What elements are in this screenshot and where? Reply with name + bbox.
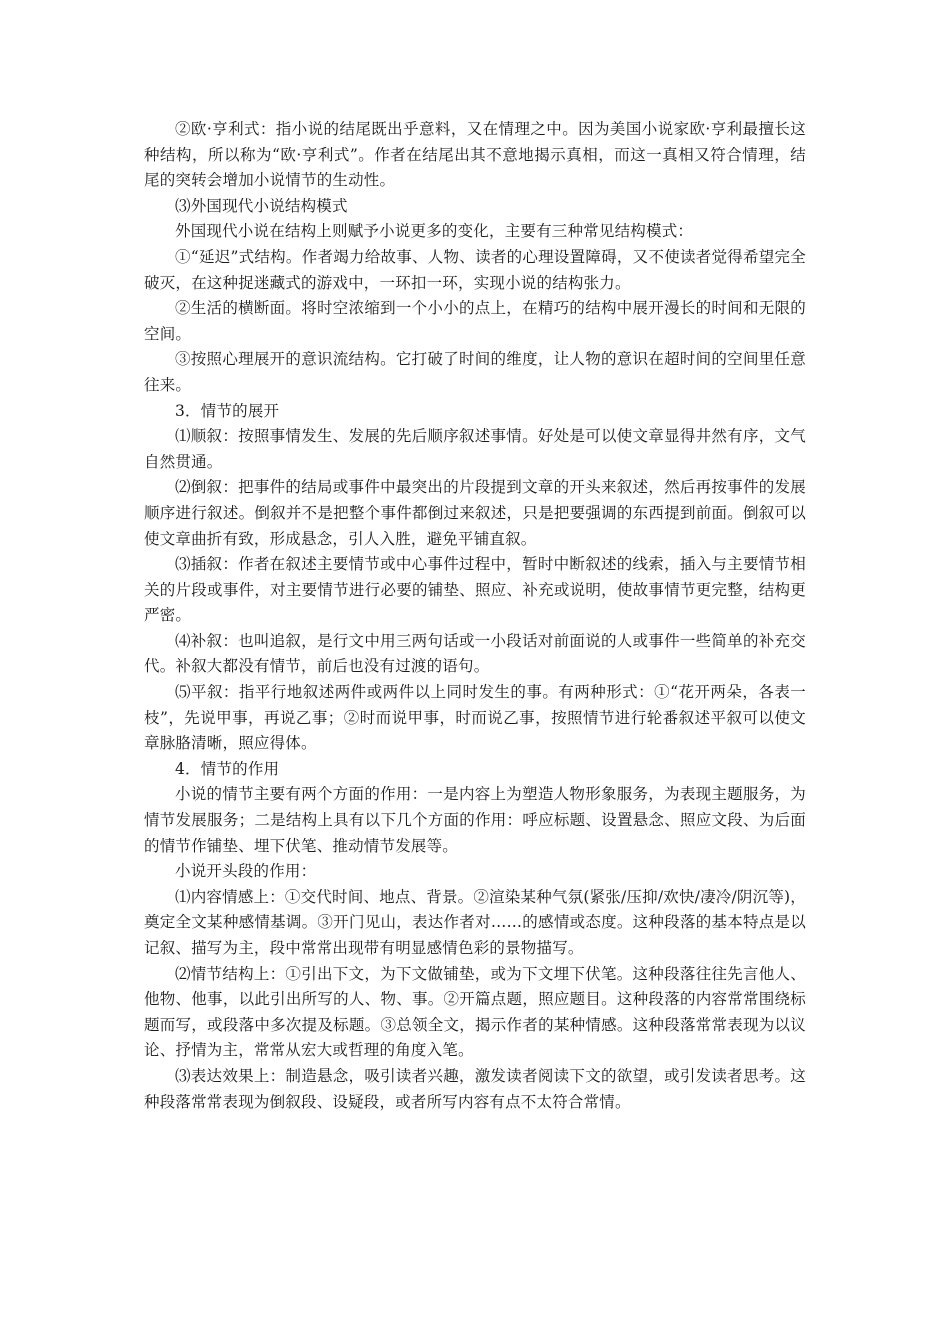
- paragraph-flashback: ⑵倒叙：把事件的结局或事件中最突出的片段提到文章的开头来叙述，然后再按事件的发展顺序进行叙述。倒叙并不是把整个事件都倒过来叙述，只是把要强调的东西提到前面。倒叙可以使文章曲折有致，形成悬念，引人入胜，避免平铺直叙。: [144, 478, 806, 548]
- heading-plot-function: 4．情节的作用: [175, 759, 280, 778]
- paragraph-insertion: ⑶插叙：作者在叙述主要情节或中心事件过程中，暂时中断叙述的线索，插入与主要情节相关的片段或事件，对主要情节进行必要的铺垫、照应、补充或说明，使故事情节更完整，结构更严密。: [144, 555, 806, 625]
- paragraph-plot-structure: ⑵情节结构上：①引出下文，为下文做铺垫，或为下文埋下伏笔。这种段落往往先言他人、他物、他事，以此引出所写的人、物、事。②开篇点题，照应题目。这种段落的内容常常围绕标题而写，或段落中多次提及标题。③总领全文，揭示作者的某种情感。这种段落常常表现为以议论、抒情为主，常常从宏大或哲理的角度入笔。: [144, 964, 806, 1060]
- paragraph-stream-of-consciousness: ③按照心理展开的意识流结构。它打破了时间的维度，让人物的意识在超时间的空间里任意往来。: [144, 350, 806, 394]
- heading-plot-development: 3．情节的展开: [175, 401, 280, 420]
- document-body: [144, 117, 806, 1115]
- paragraph-expression-effect: ⑶表达效果上：制造悬念，吸引读者兴趣，激发读者阅读下文的欲望，或引发读者思考。这种段落常常表现为倒叙段、设疑段，或者所写内容有点不太符合常情。: [144, 1066, 806, 1111]
- paragraph-plot-function: 小说的情节主要有两个方面的作用：一是内容上为塑造人物形象服务，为表现主题服务，为情节发展服务；二是结构上具有以下几个方面的作用：呼应标题、设置悬念、照应文段、为后面的情节作铺垫、埋下伏笔、推动情节发展等。: [144, 785, 806, 855]
- subheading-foreign-modern-structure: ⑶外国现代小说结构模式: [175, 196, 348, 215]
- paragraph-ouhenry-style: ②欧·亨利式：指小说的结尾既出乎意料，又在情理之中。因为美国小说家欧·亨利最擅长这种结构，所以称为“欧·亨利式”。作者在结尾出其不意地揭示真相，而这一真相又符合情理，结尾的突转会增加小说情节的生动性。: [144, 120, 806, 190]
- paragraph-chronological: ⑴顺叙：按照事情发生、发展的先后顺序叙述事情。好处是可以使文章显得井然有序，文气自然贯通。: [144, 427, 806, 471]
- paragraph-delay-structure: ①“延迟”式结构。作者竭力给故事、人物、读者的心理设置障碍，又不使读者觉得希望完全破灭，在这种捉迷藏式的游戏中，一环扣一环，实现小说的结构张力。: [144, 247, 806, 292]
- paragraph-supplementary: ⑷补叙：也叫追叙，是行文中用三两句话或一小段话对前面说的人或事件一些简单的补充交代。补叙大都没有情节，前后也没有过渡的语句。: [144, 631, 806, 676]
- paragraph-parallel: ⑸平叙：指平行地叙述两件或两件以上同时发生的事。有两种形式：①“花开两朵，各表一枝”，先说甲事，再说乙事；②时而说甲事，时而说乙事，按照情节进行轮番叙述平叙可以使文章脉胳清晰，照应得体。: [144, 683, 806, 753]
- paragraph-cross-section: ②生活的横断面。将时空浓缩到一个小小的点上，在精巧的结构中展开漫长的时间和无限的空间。: [144, 299, 806, 343]
- paragraph-opening-function-intro: 小说开头段的作用：: [175, 862, 317, 881]
- paragraph-content-emotion: ⑴内容情感上：①交代时间、地点、背景。②渲染某种气氛(紧张/压抑/欢快/凄冷/阴沉等)，奠定全文某种感情基调。③开门见山，表达作者对……的感情或态度。这种段落的基本特点是以记叙、描写为主，段中常常出现带有明显感情色彩的景物描写。: [144, 887, 806, 957]
- paragraph-foreign-modern-intro: 外国现代小说在结构上则赋予小说更多的变化，主要有三种常见结构模式：: [175, 222, 694, 241]
